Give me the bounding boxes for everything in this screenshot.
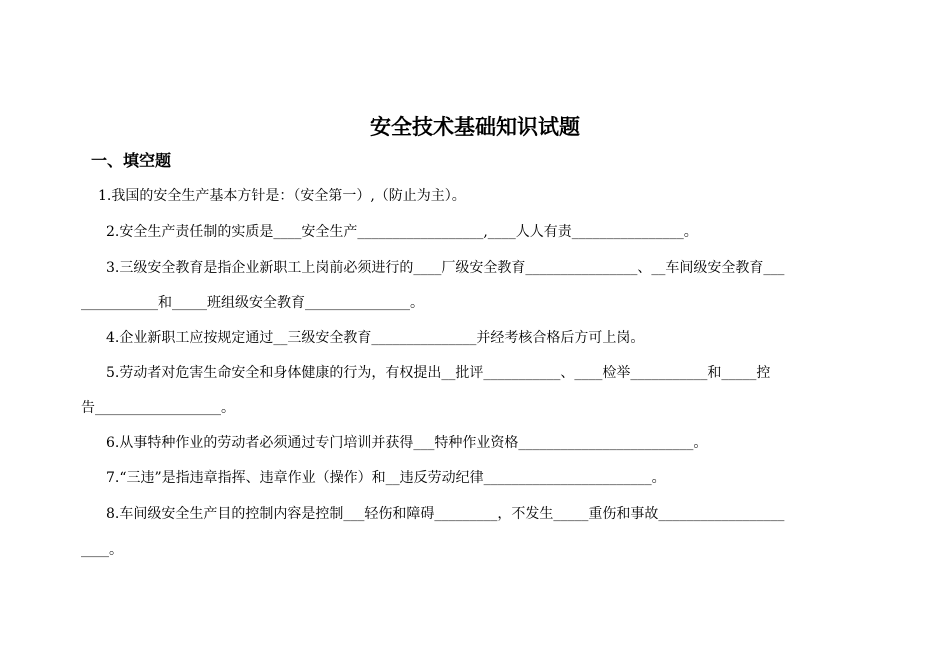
question-6: 6.从事特种作业的劳动者必须通过专门培训并获得___特种作业资格_________________________。 [106,435,708,451]
question-3-line-2: ___________和_____班组级安全教育_______________。 [81,295,424,311]
question-1: 1.我国的安全生产基本方针是：（安全第一）,（防止为主）。 [98,188,466,204]
question-5-line-2: 告__________________。 [81,400,235,416]
question-3-line-1: 3.三级安全教育是指企业新职工上岗前必须进行的____厂级安全教育________________、__车间级安全教育___ [106,260,785,276]
question-8-line-1: 8.车间级安全生产目的控制内容是控制___轻伤和障碍_________，不发生_____重伤和事故__________________ [106,506,785,522]
question-7: 7.“三违”是指违章指挥、违章作业（操作）和__违反劳动纪律________________________。 [106,470,666,486]
question-8-line-2: ____。 [81,542,123,558]
question-4: 4.企业新职工应按规定通过__三级安全教育_______________并经考核合格后方可上岗。 [106,330,645,346]
question-2: 2.安全生产责任制的实质是____安全生产__________________,____人人有责________________。 [106,224,698,240]
question-5-line-1: 5.劳动者对危害生命安全和身体健康的行为，有权提出__批评___________、____检举___________和_____控 [106,365,771,381]
section-heading-fill-in-blank: 一、填空题 [91,151,172,170]
document-title: 安全技术基础知识试题 [370,115,580,139]
